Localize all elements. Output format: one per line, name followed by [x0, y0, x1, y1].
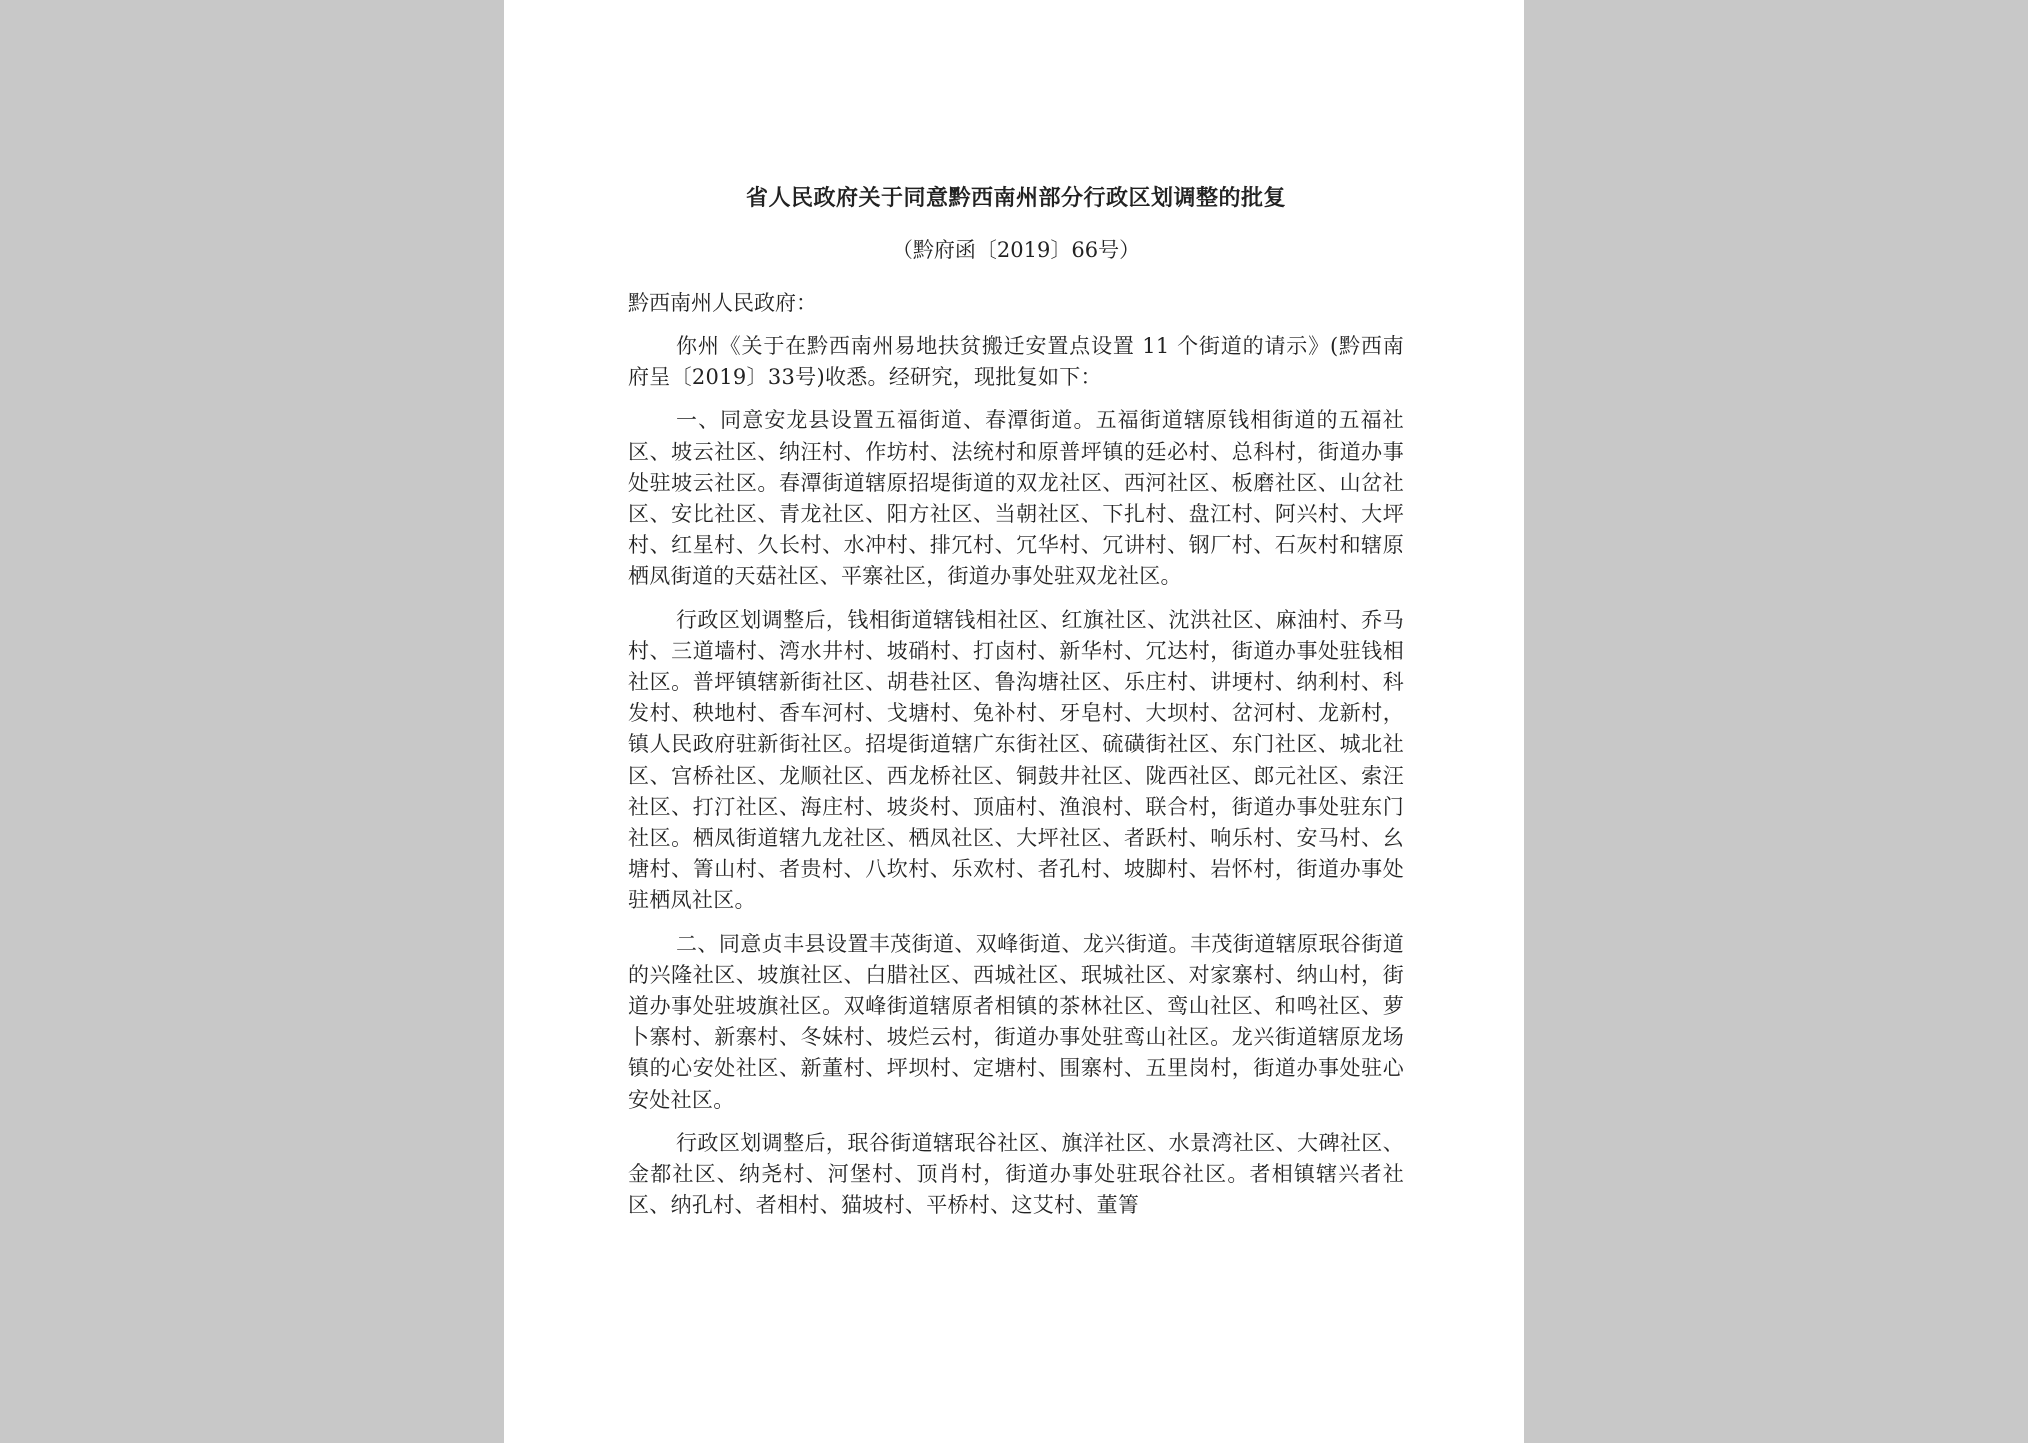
page-content	[628, 180, 1404, 1233]
paragraph-anlong-after-adjustment: 行政区划调整后，钱相街道辖钱相社区、红旗社区、沈洪社区、麻油村、乔马村、三道墙村、湾水井村、坡硝村、打卤村、新华村、冗达村，街道办事处驻钱相社区。普坪镇辖新街社区、胡巷社区、鲁沟塘社区、乐庄村、讲埂村、纳利村、科发村、秧地村、香车河村、戈塘村、兔补村、牙皂村、大坝村、岔河村、龙新村，镇人民政府驻新街社区。招堤街道辖广东街社区、硫磺街社区、东门社区、城北社区、宫桥社区、龙顺社区、西龙桥社区、铜鼓井社区、陇西社区、郎元社区、索汪社区、打汀社区、海庄村、坡炎村、顶庙村、渔浪村、联合村，街道办事处驻东门社区。栖凤街道辖九龙社区、栖凤社区、大坪社区、者跃村、响乐村、安马村、幺塘村、箐山村、者贵村、八坎村、乐欢村、者孔村、坡脚村、岩怀村，街道办事处驻栖凤社区。	[628, 607, 1404, 913]
salutation: 黔西南州人民政府：	[628, 291, 817, 315]
document-page	[504, 0, 1524, 1443]
document-title: 省人民政府关于同意黔西南州部分行政区划调整的批复	[745, 185, 1286, 211]
paragraph-zhenfeng-after-adjustment: 行政区划调整后，珉谷街道辖珉谷社区、旗洋社区、水景湾社区、大碑社区、金都社区、纳尧村、河堡村、顶肖村，街道办事处驻珉谷社区。者相镇辖兴者社区、纳孔村、者相村、猫坡村、平桥村、这艾村、董箐	[628, 1130, 1404, 1218]
paragraph-intro: 你州《关于在黔西南州易地扶贫搬迁安置点设置 11 个街道的请示》(黔西南府呈〔2019〕33号)收悉。经研究，现批复如下：	[628, 334, 1404, 390]
paragraph-anlong-streets: 一、同意安龙县设置五福街道、春潭街道。五福街道辖原钱相街道的五福社区、坡云社区、纳汪村、作坊村、法统村和原普坪镇的廷必村、总科村，街道办事处驻坡云社区。春潭街道辖原招堤街道的双龙社区、西河社区、板磨社区、山岔社区、安比社区、青龙社区、阳方社区、当朝社区、下扎村、盘江村、阿兴村、大坪村、红星村、久长村、水冲村、排冗村、冗华村、冗讲村、钢厂村、石灰村和辖原栖凤街道的天菇社区、平寨社区，街道办事处驻双龙社区。	[628, 408, 1404, 589]
paragraph-zhenfeng-streets: 二、同意贞丰县设置丰茂街道、双峰街道、龙兴街道。丰茂街道辖原珉谷街道的兴隆社区、坡旗社区、白腊社区、西城社区、珉城社区、对家寨村、纳山村，街道办事处驻坡旗社区。双峰街道辖原者相镇的茶林社区、鸾山社区、和鸣社区、萝卜寨村、新寨村、冬妹村、坡烂云村，街道办事处驻鸾山社区。龙兴街道辖原龙场镇的心安处社区、新董村、坪坝村、定塘村、围寨村、五里岗村，街道办事处驻心安处社区。	[628, 931, 1404, 1112]
document-number: （黔府函〔2019〕66号）	[891, 238, 1141, 262]
